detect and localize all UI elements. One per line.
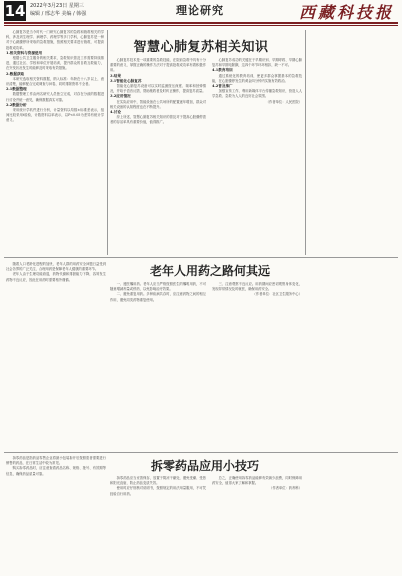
body-paragraph: 拆零药品应当妥善保存，放置于阴凉干燥处，避免受潮、受热和阳光直射，防止药品变质失效。 <box>110 476 206 486</box>
article-column <box>110 476 206 572</box>
column-divider <box>107 30 108 255</box>
author-byline: （作者单位：药剂科） <box>269 486 302 491</box>
article-title: 拆零药品应用小技巧 <box>150 459 259 473</box>
body-paragraph: 智能化心肺复苏设备可以实时监测按压深度、频率和回弹情况，并给予语音反馈，帮助施救者及时纠正操作，提高复苏质量。 <box>110 84 206 94</box>
author-byline: （作者单位：人民医院） <box>265 99 302 104</box>
article-column <box>212 282 302 448</box>
article-column <box>308 30 396 255</box>
body-paragraph: 加强宣传工作，利用新媒体平台传播急救知识，营造人人学急救、急救为人人的良好社会氛围。 <box>212 89 302 99</box>
body-paragraph: 使用时应仔细核对说明书，按照规定的用法用量服用，不可凭经验自行用药。 <box>110 486 206 496</box>
body-paragraph: 总之，正确使用拆零药品能够有效减少浪费，同时保障用药安全，值得大家了解和掌握。 <box>212 476 302 486</box>
article-column <box>110 282 206 448</box>
article-column <box>212 58 302 254</box>
article-column <box>212 476 302 572</box>
article-divider <box>4 452 398 453</box>
column-divider <box>305 30 306 255</box>
body-paragraph: 根据公共卫生服务的相关要求，急救知识普及工作需要持续推进，通过社区、学校和单位开展培训，提升群众的自救互救能力，在突发状况发生时能够及时采取有效措施。 <box>6 56 104 71</box>
section-subheading: 1.相关资料与资源使用 <box>6 50 43 55</box>
article-column <box>308 456 396 572</box>
page-number: 14 <box>4 2 26 20</box>
body-paragraph: 拆零药品是指药品零售企业将最小包装拆开后按照患者需要进行销售的药品，在日常生活中较为常见。 <box>6 456 106 466</box>
editor-line: 编辑 / 邢志华 美编 / 韩强 <box>30 11 87 17</box>
article-title: 智慧心肺复苏相关知识 <box>133 40 269 55</box>
body-paragraph: 数据整理工作由两名研究人员独立完成，对存在分歧的数据进行讨论并统一意见，确保数据真实可靠。 <box>6 92 104 102</box>
author-byline: （作者单位：社区卫生服务中心） <box>252 292 302 297</box>
section-subheading: 4.讨论 <box>110 110 121 115</box>
body-paragraph: 心肺复苏是当今时代一门研究心肺复苏的急救和施救相关的学科，涉及到生理学、病理学、药理学等多门学科，心肺复苏是一种对于心跳骤停所采取的急救措施，按照相关要求进行施救，可提高抢救成功率。 <box>6 30 104 50</box>
issue-date: 2022年3月23日 星期三 <box>30 3 84 9</box>
article-divider <box>4 257 398 258</box>
article-column <box>308 262 396 448</box>
body-paragraph: 随着人口老龄化进程的加快，老年人群的用药安全问题日益受到社会各界的广泛关注，合理用药是保障老年人健康的重要环节。 <box>6 262 106 272</box>
newspaper-masthead: 西藏科技报 <box>298 3 394 22</box>
section-subheading: 2.1数据整理 <box>6 87 27 92</box>
body-paragraph: 心肺复苏成功的关键在于早期识别、早期呼救、早期心肺复苏和早期电除颤，这四个环节环环相扣，缺一不可。 <box>212 58 302 68</box>
body-paragraph: 在实际应用中，智能设备在公共场所的配置逐年增加，群众对相关设备的认知程度也在不断提升。 <box>110 99 206 109</box>
body-paragraph: 综上所述，智慧心肺复苏相关知识的普及对于提高心脏骤停患者的存活率具有重要价值，值得推广。 <box>110 115 206 125</box>
article-column <box>6 262 106 448</box>
body-paragraph: 心肺复苏技术是一项重要的急救技能，在院前急救中具有十分重要的意义，掌握正确的操作方法对于提高抢救成功率有着积极作用。 <box>110 58 206 73</box>
body-paragraph: 通过系统化的教育培训，使更多群众掌握基本的急救技能，在心脏骤停发生的黄金四分钟内实施有效救治。 <box>212 73 302 83</box>
article-column <box>110 58 206 254</box>
article-column <box>6 456 106 572</box>
section-subheading: 4.2普及推广 <box>212 84 233 89</box>
body-paragraph: 老年人由于生理功能衰退，药物代谢和排泄能力下降，容易发生药物不良反应，因此在用药时需要格外谨慎。 <box>6 272 106 282</box>
section-subheading: 3.结果 <box>110 73 121 78</box>
section-subheading: 3.2应用情况 <box>110 94 131 99</box>
article-title: 老年人用药之路何其远 <box>149 264 270 278</box>
body-paragraph: 三、注意观察不良反应。用药期间应密切观察身体变化，发现异常情况及时就医，确保用药安全。 <box>212 282 302 292</box>
body-paragraph: 二、避免重复用药。多种疾病共存时，应注意药物之间的相互作用，避免同类药物重复使用。 <box>110 292 206 302</box>
body-paragraph: 一、遵医嘱用药。老年人应当严格按照医生的嘱咐用药，不可随意增减剂量或停药，以免影响治疗效果。 <box>110 282 206 292</box>
body-paragraph: 采用统计学软件进行分析，计量资料以均数±标准差表示，组间比较采用t检验，计数资料以率表示，以P<0.05为差异有统计学意义。 <box>6 108 104 123</box>
section-subheading: 3.1智能化心肺复苏 <box>110 78 142 83</box>
body-paragraph: 本研究选取相关资料数据，纳入标准：年龄在十八岁以上，意识清楚，能够配合完成调查与问卷，同时排除资料不全者。 <box>6 76 104 87</box>
section-subheading: 4.1教育培训 <box>212 68 233 73</box>
section-subheading: 2.数据获取 <box>6 71 25 76</box>
body-paragraph: 购买拆零药品时，应注意查看药品名称、规格、批号、有效期等信息，确保药品质量可靠。 <box>6 466 106 476</box>
page-header <box>0 0 402 26</box>
header-rule-thin <box>4 25 398 26</box>
article-column <box>6 30 104 255</box>
section-subheading: 2.2数据分析 <box>6 102 27 107</box>
section-title: 理论研究 <box>176 4 224 17</box>
